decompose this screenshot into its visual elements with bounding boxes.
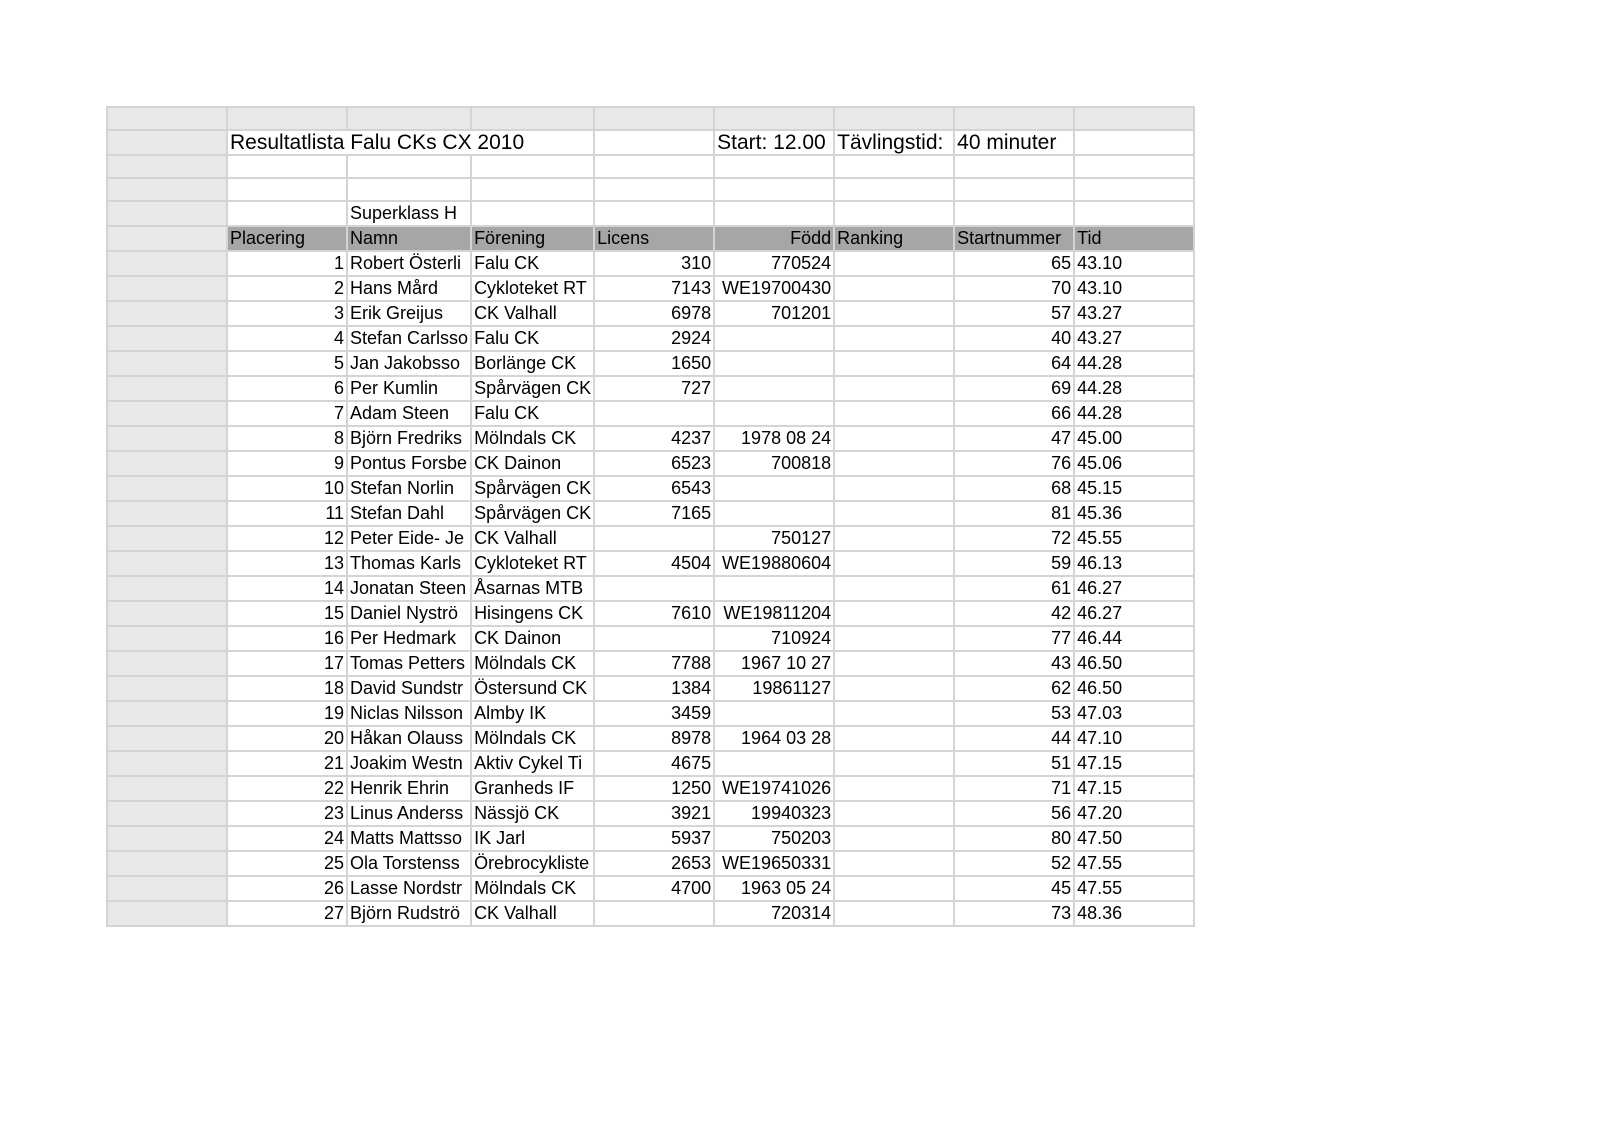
- cell-startnummer: 69: [954, 376, 1074, 401]
- cell-namn: Jonatan Steen: [347, 576, 471, 601]
- header-row: [107, 226, 1194, 251]
- cell-licens: 6978: [594, 301, 714, 326]
- cell-placering: 18: [227, 676, 347, 701]
- cell-placering: 1: [227, 251, 347, 276]
- cell-licens: 727: [594, 376, 714, 401]
- header-ranking: Ranking: [834, 226, 954, 251]
- cell-namn: Daniel Nyströ: [347, 601, 471, 626]
- cell-tid: 45.36: [1074, 501, 1194, 526]
- cell-forening: Åsarnas MTB: [471, 576, 594, 601]
- header-startnummer: Startnummer: [954, 226, 1074, 251]
- table-row: [107, 576, 1194, 601]
- cell-placering: 16: [227, 626, 347, 651]
- table-row: [107, 776, 1194, 801]
- cell-forening: Cykloteket RT: [471, 276, 594, 301]
- table-row: [107, 826, 1194, 851]
- cell-licens: 3459: [594, 701, 714, 726]
- cell-forening: Nässjö CK: [471, 801, 594, 826]
- cell-fodd: [714, 326, 834, 351]
- cell-fodd: 701201: [714, 301, 834, 326]
- header-placering: Placering: [227, 226, 347, 251]
- cell-tid: 44.28: [1074, 401, 1194, 426]
- cell-ranking: [834, 901, 954, 926]
- header-forening: Förening: [471, 226, 594, 251]
- cell-placering: 21: [227, 751, 347, 776]
- cell-namn: Robert Österli: [347, 251, 471, 276]
- cell-licens: [594, 401, 714, 426]
- cell-licens: 4700: [594, 876, 714, 901]
- cell-licens: [594, 526, 714, 551]
- cell-forening: Mölndals CK: [471, 876, 594, 901]
- cell-ranking: [834, 351, 954, 376]
- cell-ranking: [834, 526, 954, 551]
- cell-ranking: [834, 876, 954, 901]
- race-time-value: 40 minuter: [954, 130, 1074, 155]
- header-tid: Tid: [1074, 226, 1194, 251]
- cell-placering: 26: [227, 876, 347, 901]
- cell-licens: 7143: [594, 276, 714, 301]
- cell-forening: Granheds IF: [471, 776, 594, 801]
- cell-tid: 45.00: [1074, 426, 1194, 451]
- table-row: [107, 726, 1194, 751]
- cell-startnummer: 45: [954, 876, 1074, 901]
- header-fodd: Född: [714, 226, 834, 251]
- cell-tid: 43.10: [1074, 276, 1194, 301]
- cell-ranking: [834, 326, 954, 351]
- cell-fodd: 750127: [714, 526, 834, 551]
- cell-namn: Björn Rudströ: [347, 901, 471, 926]
- header-namn: Namn: [347, 226, 471, 251]
- cell-ranking: [834, 626, 954, 651]
- table-row: [107, 551, 1194, 576]
- cell-startnummer: 77: [954, 626, 1074, 651]
- cell-licens: 2653: [594, 851, 714, 876]
- cell-forening: Mölndals CK: [471, 426, 594, 451]
- cell-licens: 1250: [594, 776, 714, 801]
- cell-licens: 6523: [594, 451, 714, 476]
- table-row: [107, 901, 1194, 926]
- cell-namn: Joakim Westn: [347, 751, 471, 776]
- cell-tid: 46.50: [1074, 676, 1194, 701]
- cell-placering: 27: [227, 901, 347, 926]
- cell-ranking: [834, 376, 954, 401]
- cell-startnummer: 76: [954, 451, 1074, 476]
- cell-licens: 7165: [594, 501, 714, 526]
- cell-licens: 1384: [594, 676, 714, 701]
- cell-tid: 47.15: [1074, 776, 1194, 801]
- cell-placering: 10: [227, 476, 347, 501]
- cell-tid: 47.55: [1074, 876, 1194, 901]
- cell-fodd: WE19700430: [714, 276, 834, 301]
- cell-placering: 2: [227, 276, 347, 301]
- cell-licens: 1650: [594, 351, 714, 376]
- cell-forening: CK Valhall: [471, 526, 594, 551]
- cell-fodd: [714, 376, 834, 401]
- cell-startnummer: 44: [954, 726, 1074, 751]
- cell-forening: CK Dainon: [471, 451, 594, 476]
- cell-fodd: WE19880604: [714, 551, 834, 576]
- cell-startnummer: 81: [954, 501, 1074, 526]
- cell-placering: 8: [227, 426, 347, 451]
- table-row: [107, 851, 1194, 876]
- cell-namn: Håkan Olauss: [347, 726, 471, 751]
- cell-forening: Falu CK: [471, 251, 594, 276]
- cell-tid: 47.55: [1074, 851, 1194, 876]
- cell-fodd: 1963 05 24: [714, 876, 834, 901]
- cell-ranking: [834, 301, 954, 326]
- cell-fodd: [714, 401, 834, 426]
- cell-namn: David Sundstr: [347, 676, 471, 701]
- table-row: [107, 876, 1194, 901]
- cell-tid: 45.15: [1074, 476, 1194, 501]
- cell-tid: 46.27: [1074, 576, 1194, 601]
- table-row: [107, 426, 1194, 451]
- cell-namn: Björn Fredriks: [347, 426, 471, 451]
- cell-forening: CK Valhall: [471, 301, 594, 326]
- cell-forening: Mölndals CK: [471, 726, 594, 751]
- cell-licens: 4675: [594, 751, 714, 776]
- cell-placering: 9: [227, 451, 347, 476]
- cell-forening: CK Dainon: [471, 626, 594, 651]
- cell-placering: 14: [227, 576, 347, 601]
- cell-placering: 20: [227, 726, 347, 751]
- cell-placering: 15: [227, 601, 347, 626]
- cell-namn: Linus Anderss: [347, 801, 471, 826]
- cell-fodd: [714, 476, 834, 501]
- cell-namn: Stefan Carlsso: [347, 326, 471, 351]
- cell-tid: 43.27: [1074, 301, 1194, 326]
- cell-startnummer: 53: [954, 701, 1074, 726]
- cell-tid: 46.13: [1074, 551, 1194, 576]
- cell-forening: CK Valhall: [471, 901, 594, 926]
- cell-forening: Spårvägen CK: [471, 501, 594, 526]
- cell-placering: 24: [227, 826, 347, 851]
- cell-forening: IK Jarl: [471, 826, 594, 851]
- cell-namn: Henrik Ehrin: [347, 776, 471, 801]
- cell-fodd: 770524: [714, 251, 834, 276]
- cell-startnummer: 73: [954, 901, 1074, 926]
- cell-tid: 47.20: [1074, 801, 1194, 826]
- cell-ranking: [834, 851, 954, 876]
- cell-fodd: 720314: [714, 901, 834, 926]
- cell-placering: 17: [227, 651, 347, 676]
- class-row: [107, 201, 1194, 226]
- cell-tid: 46.50: [1074, 651, 1194, 676]
- cell-ranking: [834, 776, 954, 801]
- sheet-title: Resultatlista Falu CKs CX 2010: [227, 130, 594, 155]
- cell-namn: Erik Greijus: [347, 301, 471, 326]
- cell-namn: Peter Eide- Je: [347, 526, 471, 551]
- cell-forening: Falu CK: [471, 326, 594, 351]
- cell-tid: 44.28: [1074, 376, 1194, 401]
- table-row: [107, 676, 1194, 701]
- cell-licens: 4504: [594, 551, 714, 576]
- table-row: [107, 626, 1194, 651]
- cell-forening: Mölndals CK: [471, 651, 594, 676]
- cell-ranking: [834, 601, 954, 626]
- cell-startnummer: 57: [954, 301, 1074, 326]
- cell-ranking: [834, 251, 954, 276]
- cell-namn: Adam Steen: [347, 401, 471, 426]
- table-row: [107, 251, 1194, 276]
- cell-startnummer: 72: [954, 526, 1074, 551]
- cell-namn: Ola Torstenss: [347, 851, 471, 876]
- cell-placering: 7: [227, 401, 347, 426]
- cell-forening: Spårvägen CK: [471, 476, 594, 501]
- cell-tid: 45.55: [1074, 526, 1194, 551]
- table-row: [107, 376, 1194, 401]
- cell-fodd: 1978 08 24: [714, 426, 834, 451]
- cell-licens: 4237: [594, 426, 714, 451]
- cell-licens: [594, 626, 714, 651]
- cell-licens: 7788: [594, 651, 714, 676]
- cell-startnummer: 43: [954, 651, 1074, 676]
- cell-ranking: [834, 276, 954, 301]
- cell-licens: 8978: [594, 726, 714, 751]
- cell-fodd: WE19650331: [714, 851, 834, 876]
- cell-tid: 47.15: [1074, 751, 1194, 776]
- title-row: [107, 130, 1194, 155]
- cell-fodd: 1964 03 28: [714, 726, 834, 751]
- cell-ranking: [834, 826, 954, 851]
- cell-namn: Hans Mård: [347, 276, 471, 301]
- table-row: [107, 501, 1194, 526]
- table-row: [107, 476, 1194, 501]
- cell-startnummer: 56: [954, 801, 1074, 826]
- table-row: [107, 451, 1194, 476]
- header-licens: Licens: [594, 226, 714, 251]
- table-row: [107, 651, 1194, 676]
- cell-ranking: [834, 701, 954, 726]
- cell-fodd: WE19741026: [714, 776, 834, 801]
- cell-startnummer: 61: [954, 576, 1074, 601]
- cell-tid: 46.44: [1074, 626, 1194, 651]
- table-row: [107, 601, 1194, 626]
- cell-startnummer: 64: [954, 351, 1074, 376]
- cell-startnummer: 59: [954, 551, 1074, 576]
- cell-forening: Borlänge CK: [471, 351, 594, 376]
- table-row: [107, 526, 1194, 551]
- table-row: [107, 401, 1194, 426]
- class-name: Superklass H: [347, 201, 471, 226]
- cell-ranking: [834, 751, 954, 776]
- cell-namn: Pontus Forsbe: [347, 451, 471, 476]
- table-row: [107, 751, 1194, 776]
- cell-fodd: 19861127: [714, 676, 834, 701]
- cell-placering: 25: [227, 851, 347, 876]
- cell-forening: Cykloteket RT: [471, 551, 594, 576]
- table-row: [107, 801, 1194, 826]
- cell-tid: 43.10: [1074, 251, 1194, 276]
- cell-namn: Thomas Karls: [347, 551, 471, 576]
- cell-tid: 46.27: [1074, 601, 1194, 626]
- blank-row: [107, 155, 1194, 178]
- cell-namn: Tomas Petters: [347, 651, 471, 676]
- cell-ranking: [834, 551, 954, 576]
- cell-licens: 310: [594, 251, 714, 276]
- cell-startnummer: 80: [954, 826, 1074, 851]
- cell-startnummer: 47: [954, 426, 1074, 451]
- cell-startnummer: 42: [954, 601, 1074, 626]
- cell-placering: 6: [227, 376, 347, 401]
- cell-tid: 47.03: [1074, 701, 1194, 726]
- cell-placering: 5: [227, 351, 347, 376]
- cell-fodd: [714, 701, 834, 726]
- cell-tid: 47.50: [1074, 826, 1194, 851]
- cell-tid: 48.36: [1074, 901, 1194, 926]
- cell-tid: 44.28: [1074, 351, 1194, 376]
- cell-startnummer: 68: [954, 476, 1074, 501]
- cell-forening: Spårvägen CK: [471, 376, 594, 401]
- cell-fodd: [714, 576, 834, 601]
- cell-forening: Aktiv Cykel Ti: [471, 751, 594, 776]
- cell-placering: 12: [227, 526, 347, 551]
- cell-fodd: 750203: [714, 826, 834, 851]
- cell-fodd: 700818: [714, 451, 834, 476]
- cell-licens: 7610: [594, 601, 714, 626]
- cell-startnummer: 70: [954, 276, 1074, 301]
- cell-ranking: [834, 426, 954, 451]
- cell-licens: 6543: [594, 476, 714, 501]
- cell-forening: Almby IK: [471, 701, 594, 726]
- cell-ranking: [834, 501, 954, 526]
- cell-fodd: [714, 351, 834, 376]
- table-row: [107, 701, 1194, 726]
- cell-ranking: [834, 726, 954, 751]
- cell-placering: 23: [227, 801, 347, 826]
- start-time: Start: 12.00: [714, 130, 834, 155]
- cell-placering: 13: [227, 551, 347, 576]
- cell-startnummer: 71: [954, 776, 1074, 801]
- blank-row: [107, 178, 1194, 201]
- results-sheet: [106, 106, 1195, 927]
- cell-licens: 5937: [594, 826, 714, 851]
- cell-fodd: WE19811204: [714, 601, 834, 626]
- cell-fodd: 19940323: [714, 801, 834, 826]
- cell-ranking: [834, 451, 954, 476]
- cell-placering: 4: [227, 326, 347, 351]
- cell-placering: 11: [227, 501, 347, 526]
- cell-placering: 22: [227, 776, 347, 801]
- cell-tid: 45.06: [1074, 451, 1194, 476]
- cell-startnummer: 66: [954, 401, 1074, 426]
- cell-fodd: [714, 501, 834, 526]
- cell-ranking: [834, 651, 954, 676]
- cell-licens: [594, 901, 714, 926]
- cell-namn: Stefan Dahl: [347, 501, 471, 526]
- table-row: [107, 351, 1194, 376]
- cell-namn: Lasse Nordstr: [347, 876, 471, 901]
- cell-forening: Östersund CK: [471, 676, 594, 701]
- cell-namn: Per Kumlin: [347, 376, 471, 401]
- cell-licens: [594, 576, 714, 601]
- race-time-label: Tävlingstid:: [834, 130, 954, 155]
- cell-forening: Örebrocykliste: [471, 851, 594, 876]
- cell-ranking: [834, 401, 954, 426]
- table-row: [107, 276, 1194, 301]
- cell-startnummer: 65: [954, 251, 1074, 276]
- cell-licens: 3921: [594, 801, 714, 826]
- cell-ranking: [834, 476, 954, 501]
- sheet-top-row: [107, 107, 1194, 130]
- cell-namn: Stefan Norlin: [347, 476, 471, 501]
- cell-startnummer: 62: [954, 676, 1074, 701]
- cell-placering: 3: [227, 301, 347, 326]
- cell-placering: 19: [227, 701, 347, 726]
- cell-namn: Per Hedmark: [347, 626, 471, 651]
- cell-ranking: [834, 576, 954, 601]
- cell-startnummer: 52: [954, 851, 1074, 876]
- cell-fodd: 1967 10 27: [714, 651, 834, 676]
- cell-forening: Hisingens CK: [471, 601, 594, 626]
- cell-tid: 47.10: [1074, 726, 1194, 751]
- cell-licens: 2924: [594, 326, 714, 351]
- cell-namn: Matts Mattsso: [347, 826, 471, 851]
- table-row: [107, 301, 1194, 326]
- cell-fodd: [714, 751, 834, 776]
- cell-tid: 43.27: [1074, 326, 1194, 351]
- cell-startnummer: 40: [954, 326, 1074, 351]
- table-row: [107, 326, 1194, 351]
- cell-namn: Niclas Nilsson: [347, 701, 471, 726]
- cell-ranking: [834, 801, 954, 826]
- cell-startnummer: 51: [954, 751, 1074, 776]
- cell-fodd: 710924: [714, 626, 834, 651]
- cell-forening: Falu CK: [471, 401, 594, 426]
- cell-namn: Jan Jakobsso: [347, 351, 471, 376]
- cell-ranking: [834, 676, 954, 701]
